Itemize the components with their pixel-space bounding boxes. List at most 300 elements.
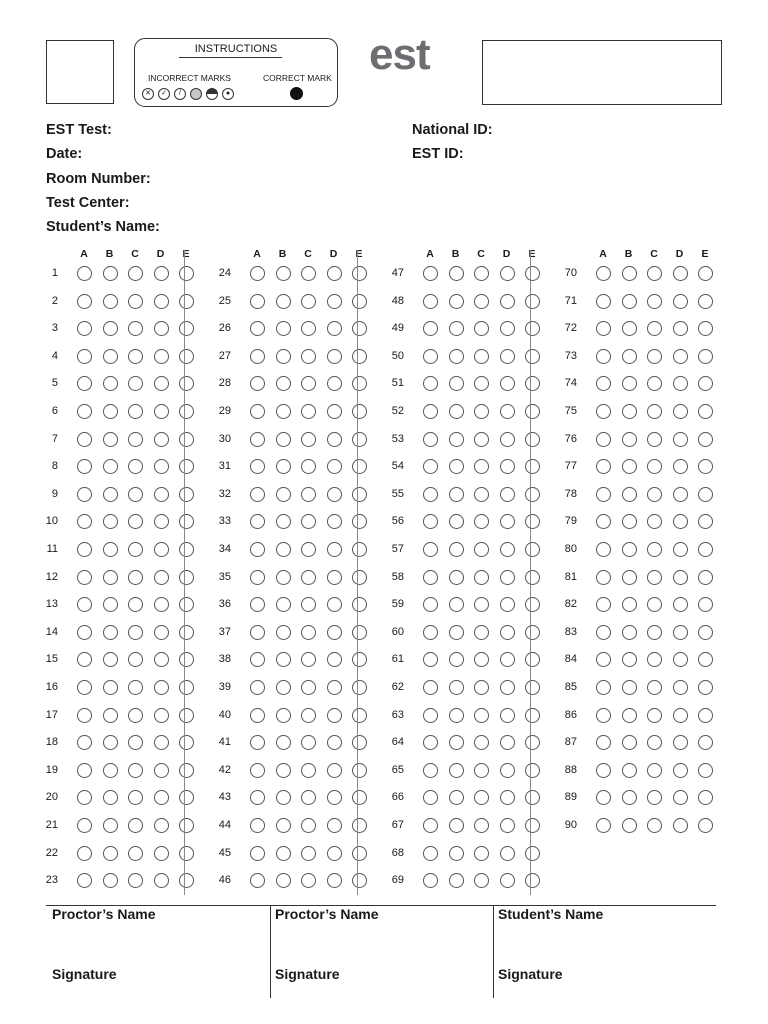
answer-bubble-a[interactable] <box>250 487 265 502</box>
answer-bubble-a[interactable] <box>250 542 265 557</box>
answer-bubble-a[interactable] <box>77 763 92 778</box>
answer-bubble-e[interactable] <box>179 570 194 585</box>
answer-bubble-a[interactable] <box>423 597 438 612</box>
answer-bubble-d[interactable] <box>327 266 342 281</box>
answer-bubble-e[interactable] <box>179 790 194 805</box>
answer-bubble-c[interactable] <box>128 708 143 723</box>
answer-bubble-b[interactable] <box>449 790 464 805</box>
answer-bubble-b[interactable] <box>103 376 118 391</box>
answer-bubble-b[interactable] <box>449 542 464 557</box>
answer-bubble-d[interactable] <box>500 873 515 888</box>
answer-bubble-b[interactable] <box>103 570 118 585</box>
answer-bubble-e[interactable] <box>352 487 367 502</box>
answer-bubble-e[interactable] <box>352 873 367 888</box>
answer-bubble-e[interactable] <box>525 818 540 833</box>
answer-bubble-d[interactable] <box>500 846 515 861</box>
answer-bubble-a[interactable] <box>77 708 92 723</box>
answer-bubble-b[interactable] <box>622 294 637 309</box>
answer-bubble-b[interactable] <box>103 266 118 281</box>
answer-bubble-a[interactable] <box>596 349 611 364</box>
answer-bubble-c[interactable] <box>301 873 316 888</box>
answer-bubble-b[interactable] <box>276 652 291 667</box>
answer-bubble-d[interactable] <box>500 266 515 281</box>
answer-bubble-a[interactable] <box>596 708 611 723</box>
answer-bubble-c[interactable] <box>301 294 316 309</box>
answer-bubble-b[interactable] <box>103 459 118 474</box>
answer-bubble-a[interactable] <box>77 487 92 502</box>
answer-bubble-c[interactable] <box>301 404 316 419</box>
answer-bubble-e[interactable] <box>525 404 540 419</box>
answer-bubble-d[interactable] <box>327 376 342 391</box>
answer-bubble-b[interactable] <box>103 846 118 861</box>
answer-bubble-a[interactable] <box>250 652 265 667</box>
answer-bubble-e[interactable] <box>179 294 194 309</box>
answer-bubble-c[interactable] <box>301 266 316 281</box>
answer-bubble-a[interactable] <box>77 321 92 336</box>
answer-bubble-b[interactable] <box>622 708 637 723</box>
answer-bubble-a[interactable] <box>423 790 438 805</box>
answer-bubble-c[interactable] <box>128 818 143 833</box>
answer-bubble-e[interactable] <box>525 846 540 861</box>
answer-bubble-d[interactable] <box>154 570 169 585</box>
answer-bubble-d[interactable] <box>673 349 688 364</box>
answer-bubble-c[interactable] <box>128 404 143 419</box>
answer-bubble-e[interactable] <box>179 432 194 447</box>
answer-bubble-e[interactable] <box>352 432 367 447</box>
answer-bubble-a[interactable] <box>250 763 265 778</box>
answer-bubble-e[interactable] <box>698 294 713 309</box>
answer-bubble-b[interactable] <box>103 349 118 364</box>
answer-bubble-e[interactable] <box>352 459 367 474</box>
answer-bubble-c[interactable] <box>301 735 316 750</box>
answer-bubble-b[interactable] <box>449 432 464 447</box>
answer-bubble-b[interactable] <box>276 349 291 364</box>
answer-bubble-d[interactable] <box>673 790 688 805</box>
answer-bubble-d[interactable] <box>500 708 515 723</box>
answer-bubble-b[interactable] <box>449 652 464 667</box>
answer-bubble-c[interactable] <box>647 404 662 419</box>
answer-bubble-d[interactable] <box>673 652 688 667</box>
answer-bubble-b[interactable] <box>449 487 464 502</box>
answer-bubble-e[interactable] <box>525 514 540 529</box>
answer-bubble-d[interactable] <box>327 514 342 529</box>
answer-bubble-a[interactable] <box>77 459 92 474</box>
answer-bubble-e[interactable] <box>352 570 367 585</box>
answer-bubble-c[interactable] <box>301 349 316 364</box>
answer-bubble-b[interactable] <box>103 680 118 695</box>
answer-bubble-c[interactable] <box>647 514 662 529</box>
answer-bubble-c[interactable] <box>474 542 489 557</box>
answer-bubble-b[interactable] <box>449 459 464 474</box>
answer-bubble-c[interactable] <box>647 487 662 502</box>
answer-bubble-d[interactable] <box>673 597 688 612</box>
answer-bubble-d[interactable] <box>327 652 342 667</box>
answer-bubble-c[interactable] <box>128 790 143 805</box>
answer-bubble-d[interactable] <box>500 376 515 391</box>
answer-bubble-b[interactable] <box>622 404 637 419</box>
answer-bubble-a[interactable] <box>250 570 265 585</box>
answer-bubble-e[interactable] <box>179 376 194 391</box>
answer-bubble-c[interactable] <box>647 763 662 778</box>
answer-bubble-b[interactable] <box>103 597 118 612</box>
answer-bubble-a[interactable] <box>250 818 265 833</box>
answer-bubble-a[interactable] <box>423 846 438 861</box>
answer-bubble-b[interactable] <box>103 818 118 833</box>
answer-bubble-e[interactable] <box>525 652 540 667</box>
answer-bubble-d[interactable] <box>327 846 342 861</box>
answer-bubble-d[interactable] <box>154 818 169 833</box>
answer-bubble-c[interactable] <box>128 459 143 474</box>
answer-bubble-b[interactable] <box>449 349 464 364</box>
answer-bubble-e[interactable] <box>352 790 367 805</box>
answer-bubble-b[interactable] <box>103 625 118 640</box>
answer-bubble-e[interactable] <box>698 570 713 585</box>
answer-bubble-a[interactable] <box>250 349 265 364</box>
answer-bubble-c[interactable] <box>128 597 143 612</box>
answer-bubble-e[interactable] <box>525 487 540 502</box>
answer-bubble-a[interactable] <box>77 514 92 529</box>
answer-bubble-c[interactable] <box>647 708 662 723</box>
answer-bubble-c[interactable] <box>647 625 662 640</box>
answer-bubble-a[interactable] <box>250 459 265 474</box>
answer-bubble-c[interactable] <box>474 404 489 419</box>
answer-bubble-c[interactable] <box>128 487 143 502</box>
answer-bubble-b[interactable] <box>622 652 637 667</box>
answer-bubble-e[interactable] <box>179 404 194 419</box>
answer-bubble-b[interactable] <box>449 597 464 612</box>
answer-bubble-d[interactable] <box>327 487 342 502</box>
answer-bubble-c[interactable] <box>474 487 489 502</box>
answer-bubble-b[interactable] <box>276 570 291 585</box>
answer-bubble-b[interactable] <box>622 680 637 695</box>
answer-bubble-e[interactable] <box>698 266 713 281</box>
answer-bubble-a[interactable] <box>77 266 92 281</box>
answer-bubble-d[interactable] <box>327 818 342 833</box>
answer-bubble-a[interactable] <box>423 266 438 281</box>
answer-bubble-c[interactable] <box>128 873 143 888</box>
answer-bubble-a[interactable] <box>77 404 92 419</box>
answer-bubble-e[interactable] <box>352 294 367 309</box>
answer-bubble-a[interactable] <box>423 570 438 585</box>
answer-bubble-d[interactable] <box>154 432 169 447</box>
answer-bubble-b[interactable] <box>276 846 291 861</box>
answer-bubble-e[interactable] <box>698 514 713 529</box>
answer-bubble-c[interactable] <box>301 652 316 667</box>
answer-bubble-e[interactable] <box>525 763 540 778</box>
answer-bubble-d[interactable] <box>154 735 169 750</box>
answer-bubble-d[interactable] <box>154 542 169 557</box>
answer-bubble-c[interactable] <box>301 432 316 447</box>
answer-bubble-a[interactable] <box>596 625 611 640</box>
answer-bubble-a[interactable] <box>77 735 92 750</box>
answer-bubble-c[interactable] <box>474 514 489 529</box>
answer-bubble-c[interactable] <box>647 266 662 281</box>
answer-bubble-e[interactable] <box>179 763 194 778</box>
answer-bubble-d[interactable] <box>673 404 688 419</box>
answer-bubble-b[interactable] <box>276 404 291 419</box>
answer-bubble-b[interactable] <box>449 570 464 585</box>
answer-bubble-a[interactable] <box>77 376 92 391</box>
answer-bubble-d[interactable] <box>673 321 688 336</box>
answer-bubble-c[interactable] <box>128 294 143 309</box>
answer-bubble-c[interactable] <box>128 321 143 336</box>
answer-bubble-b[interactable] <box>622 625 637 640</box>
answer-bubble-b[interactable] <box>622 570 637 585</box>
answer-bubble-b[interactable] <box>276 597 291 612</box>
answer-bubble-c[interactable] <box>128 570 143 585</box>
answer-bubble-c[interactable] <box>647 459 662 474</box>
answer-bubble-b[interactable] <box>449 514 464 529</box>
answer-bubble-d[interactable] <box>154 873 169 888</box>
answer-bubble-b[interactable] <box>276 459 291 474</box>
answer-bubble-a[interactable] <box>423 873 438 888</box>
answer-bubble-e[interactable] <box>525 625 540 640</box>
answer-bubble-b[interactable] <box>103 873 118 888</box>
answer-bubble-d[interactable] <box>154 846 169 861</box>
answer-bubble-e[interactable] <box>179 625 194 640</box>
answer-bubble-d[interactable] <box>154 459 169 474</box>
answer-bubble-b[interactable] <box>622 597 637 612</box>
answer-bubble-c[interactable] <box>647 680 662 695</box>
answer-bubble-b[interactable] <box>276 514 291 529</box>
answer-bubble-b[interactable] <box>276 376 291 391</box>
answer-bubble-e[interactable] <box>525 294 540 309</box>
answer-bubble-d[interactable] <box>500 818 515 833</box>
answer-bubble-a[interactable] <box>596 790 611 805</box>
answer-bubble-e[interactable] <box>179 680 194 695</box>
answer-bubble-c[interactable] <box>128 652 143 667</box>
answer-bubble-d[interactable] <box>500 625 515 640</box>
answer-bubble-c[interactable] <box>474 570 489 585</box>
answer-bubble-d[interactable] <box>154 625 169 640</box>
answer-bubble-a[interactable] <box>596 597 611 612</box>
answer-bubble-b[interactable] <box>449 376 464 391</box>
answer-bubble-d[interactable] <box>327 680 342 695</box>
answer-bubble-e[interactable] <box>698 321 713 336</box>
answer-bubble-b[interactable] <box>622 432 637 447</box>
answer-bubble-d[interactable] <box>327 625 342 640</box>
answer-bubble-c[interactable] <box>474 266 489 281</box>
answer-bubble-b[interactable] <box>276 542 291 557</box>
answer-bubble-b[interactable] <box>622 763 637 778</box>
answer-bubble-d[interactable] <box>327 763 342 778</box>
answer-bubble-c[interactable] <box>474 294 489 309</box>
answer-bubble-a[interactable] <box>423 514 438 529</box>
answer-bubble-a[interactable] <box>596 487 611 502</box>
answer-bubble-d[interactable] <box>673 294 688 309</box>
answer-bubble-b[interactable] <box>276 818 291 833</box>
answer-bubble-c[interactable] <box>474 735 489 750</box>
answer-bubble-a[interactable] <box>423 708 438 723</box>
answer-bubble-b[interactable] <box>622 321 637 336</box>
answer-bubble-e[interactable] <box>525 873 540 888</box>
answer-bubble-d[interactable] <box>673 763 688 778</box>
answer-bubble-d[interactable] <box>500 404 515 419</box>
answer-bubble-e[interactable] <box>179 266 194 281</box>
answer-bubble-d[interactable] <box>500 763 515 778</box>
answer-bubble-b[interactable] <box>622 376 637 391</box>
answer-bubble-b[interactable] <box>103 763 118 778</box>
answer-bubble-c[interactable] <box>474 818 489 833</box>
answer-bubble-c[interactable] <box>647 349 662 364</box>
answer-bubble-e[interactable] <box>179 652 194 667</box>
answer-bubble-e[interactable] <box>352 349 367 364</box>
answer-bubble-e[interactable] <box>525 680 540 695</box>
answer-bubble-c[interactable] <box>128 542 143 557</box>
answer-bubble-e[interactable] <box>698 680 713 695</box>
answer-bubble-e[interactable] <box>179 349 194 364</box>
answer-bubble-b[interactable] <box>276 487 291 502</box>
answer-bubble-d[interactable] <box>154 597 169 612</box>
answer-bubble-d[interactable] <box>327 294 342 309</box>
answer-bubble-d[interactable] <box>500 790 515 805</box>
answer-bubble-e[interactable] <box>525 432 540 447</box>
answer-bubble-a[interactable] <box>596 680 611 695</box>
answer-bubble-d[interactable] <box>673 459 688 474</box>
answer-bubble-a[interactable] <box>423 459 438 474</box>
answer-bubble-a[interactable] <box>250 735 265 750</box>
answer-bubble-a[interactable] <box>596 294 611 309</box>
answer-bubble-c[interactable] <box>647 542 662 557</box>
answer-bubble-e[interactable] <box>352 763 367 778</box>
answer-bubble-c[interactable] <box>128 266 143 281</box>
answer-bubble-c[interactable] <box>301 818 316 833</box>
answer-bubble-e[interactable] <box>525 349 540 364</box>
answer-bubble-d[interactable] <box>154 790 169 805</box>
answer-bubble-b[interactable] <box>103 790 118 805</box>
answer-bubble-c[interactable] <box>647 294 662 309</box>
answer-bubble-a[interactable] <box>423 680 438 695</box>
answer-bubble-e[interactable] <box>525 459 540 474</box>
answer-bubble-a[interactable] <box>596 376 611 391</box>
answer-bubble-c[interactable] <box>128 432 143 447</box>
answer-bubble-e[interactable] <box>179 846 194 861</box>
answer-bubble-e[interactable] <box>179 542 194 557</box>
answer-bubble-e[interactable] <box>352 652 367 667</box>
answer-bubble-d[interactable] <box>500 487 515 502</box>
answer-bubble-a[interactable] <box>77 652 92 667</box>
answer-bubble-c[interactable] <box>474 873 489 888</box>
answer-bubble-b[interactable] <box>276 266 291 281</box>
answer-bubble-d[interactable] <box>154 514 169 529</box>
answer-bubble-e[interactable] <box>525 790 540 805</box>
answer-bubble-d[interactable] <box>154 321 169 336</box>
answer-bubble-d[interactable] <box>154 404 169 419</box>
answer-bubble-a[interactable] <box>596 459 611 474</box>
answer-bubble-d[interactable] <box>673 514 688 529</box>
answer-bubble-b[interactable] <box>103 321 118 336</box>
answer-bubble-d[interactable] <box>500 597 515 612</box>
answer-bubble-c[interactable] <box>647 652 662 667</box>
answer-bubble-b[interactable] <box>449 818 464 833</box>
answer-bubble-c[interactable] <box>474 321 489 336</box>
answer-bubble-e[interactable] <box>698 487 713 502</box>
answer-bubble-b[interactable] <box>449 294 464 309</box>
answer-bubble-c[interactable] <box>301 625 316 640</box>
answer-bubble-c[interactable] <box>128 349 143 364</box>
answer-bubble-c[interactable] <box>647 376 662 391</box>
answer-bubble-e[interactable] <box>698 625 713 640</box>
answer-bubble-d[interactable] <box>154 763 169 778</box>
answer-bubble-d[interactable] <box>154 294 169 309</box>
answer-bubble-d[interactable] <box>500 680 515 695</box>
answer-bubble-a[interactable] <box>596 321 611 336</box>
answer-bubble-b[interactable] <box>622 514 637 529</box>
answer-bubble-d[interactable] <box>673 542 688 557</box>
answer-bubble-b[interactable] <box>622 266 637 281</box>
answer-bubble-c[interactable] <box>128 846 143 861</box>
answer-bubble-e[interactable] <box>179 818 194 833</box>
answer-bubble-e[interactable] <box>698 542 713 557</box>
answer-bubble-e[interactable] <box>525 542 540 557</box>
answer-bubble-a[interactable] <box>77 625 92 640</box>
answer-bubble-c[interactable] <box>647 321 662 336</box>
answer-bubble-e[interactable] <box>698 652 713 667</box>
answer-bubble-b[interactable] <box>276 321 291 336</box>
answer-bubble-d[interactable] <box>500 652 515 667</box>
answer-bubble-b[interactable] <box>276 432 291 447</box>
answer-bubble-e[interactable] <box>525 376 540 391</box>
answer-bubble-e[interactable] <box>698 432 713 447</box>
answer-bubble-a[interactable] <box>250 294 265 309</box>
answer-bubble-c[interactable] <box>301 790 316 805</box>
answer-bubble-d[interactable] <box>327 597 342 612</box>
answer-bubble-d[interactable] <box>673 570 688 585</box>
answer-bubble-e[interactable] <box>352 266 367 281</box>
answer-bubble-d[interactable] <box>673 487 688 502</box>
answer-bubble-a[interactable] <box>250 404 265 419</box>
answer-bubble-d[interactable] <box>327 708 342 723</box>
answer-bubble-c[interactable] <box>647 570 662 585</box>
answer-bubble-d[interactable] <box>154 266 169 281</box>
answer-bubble-c[interactable] <box>474 376 489 391</box>
answer-bubble-b[interactable] <box>449 846 464 861</box>
answer-bubble-d[interactable] <box>327 459 342 474</box>
answer-bubble-e[interactable] <box>352 846 367 861</box>
answer-bubble-a[interactable] <box>250 321 265 336</box>
answer-bubble-d[interactable] <box>154 708 169 723</box>
answer-bubble-a[interactable] <box>250 708 265 723</box>
answer-bubble-d[interactable] <box>500 432 515 447</box>
answer-bubble-c[interactable] <box>474 846 489 861</box>
answer-bubble-e[interactable] <box>352 818 367 833</box>
answer-bubble-b[interactable] <box>103 432 118 447</box>
answer-bubble-e[interactable] <box>525 735 540 750</box>
answer-bubble-b[interactable] <box>449 266 464 281</box>
answer-bubble-a[interactable] <box>250 376 265 391</box>
answer-bubble-a[interactable] <box>423 818 438 833</box>
answer-bubble-c[interactable] <box>128 514 143 529</box>
answer-bubble-e[interactable] <box>698 404 713 419</box>
answer-bubble-d[interactable] <box>327 542 342 557</box>
answer-bubble-c[interactable] <box>301 597 316 612</box>
answer-bubble-a[interactable] <box>423 294 438 309</box>
answer-bubble-c[interactable] <box>474 459 489 474</box>
answer-bubble-b[interactable] <box>103 652 118 667</box>
answer-bubble-e[interactable] <box>179 321 194 336</box>
answer-bubble-b[interactable] <box>449 708 464 723</box>
answer-bubble-d[interactable] <box>500 570 515 585</box>
answer-bubble-a[interactable] <box>77 680 92 695</box>
answer-bubble-a[interactable] <box>77 432 92 447</box>
answer-bubble-b[interactable] <box>276 708 291 723</box>
answer-bubble-e[interactable] <box>698 349 713 364</box>
answer-bubble-a[interactable] <box>250 514 265 529</box>
answer-bubble-b[interactable] <box>449 404 464 419</box>
answer-bubble-b[interactable] <box>622 459 637 474</box>
answer-bubble-b[interactable] <box>449 763 464 778</box>
answer-bubble-d[interactable] <box>327 570 342 585</box>
